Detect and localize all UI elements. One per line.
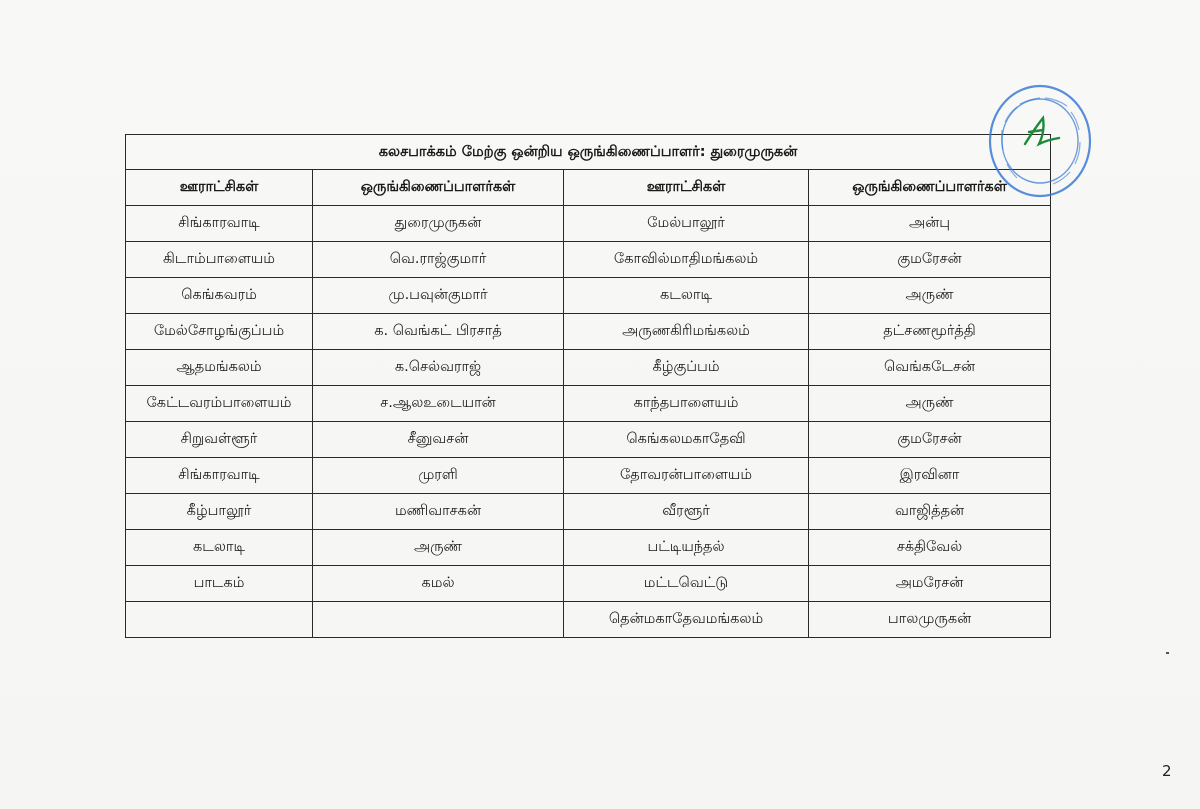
coordinator-cell: வாஜித்தன்: [809, 494, 1051, 530]
panchayat-cell: கீழ்பாலூர்: [126, 494, 313, 530]
table-row: [126, 422, 1051, 458]
coordinator-cell: வெ.ராஜ்குமார்: [313, 242, 564, 278]
scan-speck: [1166, 652, 1169, 654]
table-row: [126, 314, 1051, 350]
faint-scan-mark: [70, 28, 73, 39]
coordinator-cell: குமரேசன்: [809, 242, 1051, 278]
coordinator-cell: க. வெங்கட் பிரசாத்: [313, 314, 564, 350]
table-header-row: [126, 170, 1051, 206]
panchayat-cell: கடலாடி: [564, 278, 809, 314]
panchayat-cell: வீரளூர்: [564, 494, 809, 530]
table-row: [126, 386, 1051, 422]
coordinator-cell: இரவினா: [809, 458, 1051, 494]
coordinator-cell: சக்திவேல்: [809, 530, 1051, 566]
coordinator-cell: குமரேசன்: [809, 422, 1051, 458]
coordinator-cell: அமரேசன்: [809, 566, 1051, 602]
coordinator-cell: க.செல்வராஜ்: [313, 350, 564, 386]
coordinator-cell: கமல்: [313, 566, 564, 602]
panchayat-cell: கீழ்குப்பம்: [564, 350, 809, 386]
panchayat-cell: மேல்பாலூர்: [564, 206, 809, 242]
coordinator-cell: [313, 602, 564, 638]
panchayat-cell: காந்தபாளையம்: [564, 386, 809, 422]
table-row: [126, 494, 1051, 530]
header-panchayats-2: ஊராட்சிகள்: [564, 170, 809, 206]
panchayat-cell: சிங்காரவாடி: [126, 458, 313, 494]
coordinator-cell: அருண்: [809, 278, 1051, 314]
page-number: 2: [1162, 762, 1172, 780]
coordinator-cell: அருண்: [313, 530, 564, 566]
coordinator-cell: மணிவாசகன்: [313, 494, 564, 530]
panchayat-cell: சிறுவள்ளூர்: [126, 422, 313, 458]
coordinator-cell: அருண்: [809, 386, 1051, 422]
table-title-row: [126, 135, 1051, 170]
panchayat-cell: தென்மகாதேவமங்கலம்: [564, 602, 809, 638]
coordinator-cell: தட்சணமூர்த்தி: [809, 314, 1051, 350]
panchayat-cell: ஆதமங்கலம்: [126, 350, 313, 386]
coordinator-cell: சீனுவசன்: [313, 422, 564, 458]
panchayat-cell: கேட்டவரம்பாளையம்: [126, 386, 313, 422]
coordinator-cell: அன்பு: [809, 206, 1051, 242]
coordinator-cell: மு.பவுன்குமார்: [313, 278, 564, 314]
table-row: [126, 350, 1051, 386]
panchayat-cell: பாடகம்: [126, 566, 313, 602]
panchayat-cell: மட்டவெட்டு: [564, 566, 809, 602]
table-row: [126, 278, 1051, 314]
coordinator-cell: பாலமுருகன்: [809, 602, 1051, 638]
coordinator-cell: முரளி: [313, 458, 564, 494]
header-coordinators-2: ஒருங்கிணைப்பாளர்கள்: [809, 170, 1051, 206]
table-row: [126, 530, 1051, 566]
panchayat-cell: கிடாம்பாளையம்: [126, 242, 313, 278]
table-row: [126, 242, 1051, 278]
table-row: [126, 602, 1051, 638]
coordinator-cell: வெங்கடேசன்: [809, 350, 1051, 386]
table-row: [126, 206, 1051, 242]
panchayat-cell: தோவரன்பாளையம்: [564, 458, 809, 494]
panchayat-cell: கெங்கவரம்: [126, 278, 313, 314]
header-coordinators-1: ஒருங்கிணைப்பாளர்கள்: [313, 170, 564, 206]
panchayat-cell: அருணகிரிமங்கலம்: [564, 314, 809, 350]
panchayat-cell: பட்டியந்தல்: [564, 530, 809, 566]
panchayat-cell: [126, 602, 313, 638]
table-row: [126, 566, 1051, 602]
panchayat-cell: சிங்காரவாடி: [126, 206, 313, 242]
table-row: [126, 458, 1051, 494]
panchayat-cell: கெங்கலமகாதேவி: [564, 422, 809, 458]
coordinator-cell: ச.ஆலஉடையான்: [313, 386, 564, 422]
panchayat-cell: கோவில்மாதிமங்கலம்: [564, 242, 809, 278]
panchayat-cell: மேல்சோழங்குப்பம்: [126, 314, 313, 350]
coordinators-table: [125, 134, 1051, 638]
official-seal-icon: [985, 82, 1095, 200]
table-title: கலசபாக்கம் மேற்கு ஒன்றிய ஒருங்கிணைப்பாளர்: துரைமுருகன்: [126, 135, 1051, 170]
coordinator-cell: துரைமுருகன்: [313, 206, 564, 242]
header-panchayats-1: ஊராட்சிகள்: [126, 170, 313, 206]
panchayat-cell: கடலாடி: [126, 530, 313, 566]
